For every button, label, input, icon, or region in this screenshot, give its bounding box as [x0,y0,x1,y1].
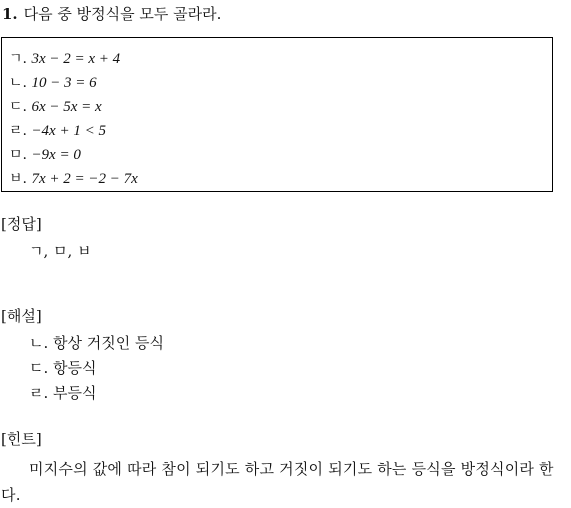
option-equation: 7x + 2 = −2 − 7x [31,171,138,187]
question-number: 1. [2,5,18,23]
option-item [9,96,102,116]
option-label: ㄴ. [9,75,27,91]
answer-text: ㄱ, ㅁ, ㅂ [29,242,92,260]
explanation-heading: [해설] [1,307,42,325]
option-label: ㄹ. [9,123,27,139]
explanation-line: ㄹ. 부등식 [29,384,97,402]
option-item [9,168,138,188]
explanation-line: ㄴ. 항상 거짓인 등식 [29,334,164,352]
explanation-line: ㄷ. 항등식 [29,359,97,377]
option-label: ㅁ. [9,147,27,163]
option-equation: −9x = 0 [31,147,81,163]
question-title [2,3,221,24]
option-label: ㄷ. [9,99,27,115]
options-box [1,37,553,192]
option-item [9,48,120,68]
option-label: ㄱ. [9,51,27,67]
option-equation: 6x − 5x = x [31,99,102,115]
option-equation: 10 − 3 = 6 [31,75,97,91]
option-equation: 3x − 2 = x + 4 [31,51,121,67]
hint-heading: [힌트] [1,430,42,448]
option-item [9,120,106,140]
option-label: ㅂ. [9,171,27,187]
option-item [9,144,81,164]
option-equation: −4x + 1 < 5 [31,123,106,139]
option-item [9,72,97,92]
hint-text: 미지수의 값에 따라 참이 되기도 하고 거짓이 되기도 하는 등식을 방정식이라 한다. [1,460,554,504]
question-prompt: 다음 중 방정식을 모두 골라라. [23,5,222,23]
answer-heading: [정답] [1,215,42,233]
